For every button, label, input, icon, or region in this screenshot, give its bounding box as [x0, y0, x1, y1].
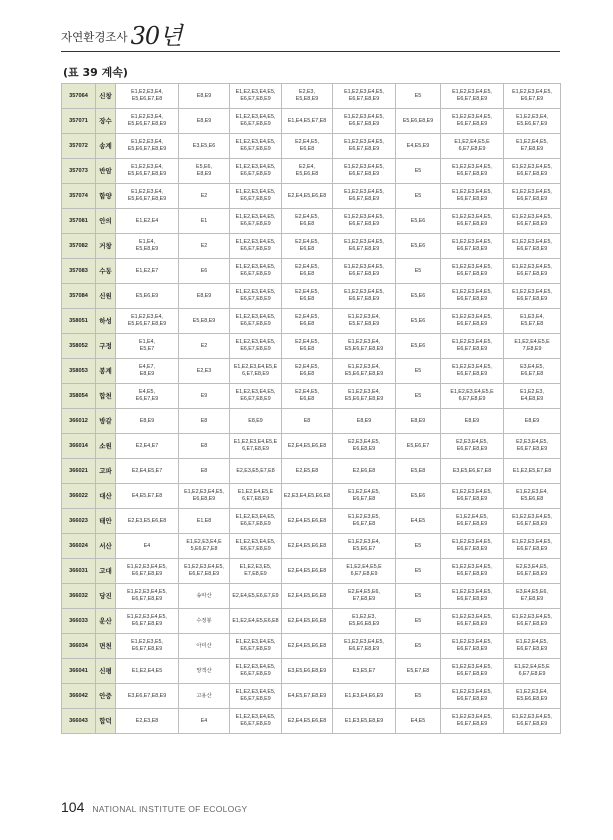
value-cell: E2,E4,E5, E6,E8 [282, 334, 333, 359]
value-cell: E1,E2,E3,E4,E5, E6,E7,E9 [504, 84, 561, 109]
table-row [62, 259, 561, 284]
map-code-cell: 357081 [62, 209, 96, 234]
value-cell: E1,E4,E5,E7,E8 [282, 109, 333, 134]
value-cell: E1,E2,E3,E4,E5, E6,E7,E8,E9 [504, 509, 561, 534]
value-cell: E5 [396, 584, 441, 609]
table-row [62, 584, 561, 609]
map-code-cell: 366014 [62, 434, 96, 459]
value-cell: E8,E9 [116, 409, 179, 434]
value-cell: E2,E3,E4,E5, E6,E7,E8,E9 [504, 559, 561, 584]
table-row [62, 234, 561, 259]
map-name-cell: 서산 [96, 534, 116, 559]
value-cell: E1,E2,E3,E4,E5, E6,E7,E8,E9 [333, 209, 396, 234]
map-name-cell: 하성 [96, 309, 116, 334]
value-cell: E8 [282, 409, 333, 434]
value-cell: E6 [179, 259, 230, 284]
map-code-cell: 358051 [62, 309, 96, 334]
value-cell: E1,E2,E3,E4,E5, E6,E7,E8,E9 [230, 334, 282, 359]
map-code-cell: 357072 [62, 134, 96, 159]
value-cell: E5 [396, 359, 441, 384]
value-cell: E3,E4,E5,E6, E7,E8,E9 [504, 584, 561, 609]
value-cell: E1,E2,E4,E5, E6,E7,E8,E9 [504, 634, 561, 659]
table-row [62, 459, 561, 484]
value-cell: E1,E2,E3,E4,E5, E6,E7,E8,E9 [441, 609, 504, 634]
value-cell: E1,E2,E3,E4, E5,E6,E8 [504, 484, 561, 509]
value-cell: E1,E2,E3,E4, E5,E6,E7,E8,E9 [116, 309, 179, 334]
map-name-cell: 면천 [96, 634, 116, 659]
value-cell: E1,E2,E3,E4, E5,E6,E8,E9 [504, 684, 561, 709]
value-cell: E1,E2,E4,E5,E6,E8 [230, 609, 282, 634]
value-cell: E2,E4,E5, E6,E8 [282, 234, 333, 259]
value-cell: E2,E5,E8 [282, 459, 333, 484]
value-cell: E8,E9 [179, 84, 230, 109]
value-cell: E1,E4, E5,E7 [116, 334, 179, 359]
value-cell: E1,E2,E3,E4,E5, E6,E7,E8,E9 [441, 484, 504, 509]
table-row [62, 659, 561, 684]
value-cell: E1,E2,E3,E4,E5,E 6,E7,E8,E9 [230, 434, 282, 459]
value-cell: E5,E6 [396, 334, 441, 359]
map-name-cell: 신원 [96, 284, 116, 309]
value-cell: E2,E4,E5,E6,E8 [282, 534, 333, 559]
value-cell: 아미산 [179, 634, 230, 659]
value-cell: E2,E3,E4,E5, E6,E7,E8,E9 [441, 434, 504, 459]
value-cell: E1,E2,E3,E5, E6,E7,E8 [333, 509, 396, 534]
value-cell: E2,E4,E5,E6,E8 [282, 184, 333, 209]
value-cell: E1,E2,E3,E4,E5, E6,E7,E8,E9 [441, 559, 504, 584]
map-code-cell: 366034 [62, 634, 96, 659]
value-cell: E2 [179, 184, 230, 209]
value-cell: E1,E2,E3,E4,E5, E6,E7,E8,E9 [504, 709, 561, 734]
value-cell: E2,E4,E5, E6,E8 [282, 284, 333, 309]
table-caption: (표 39 계속) [63, 66, 128, 79]
value-cell: E1,E2,E5,E7,E8 [504, 459, 561, 484]
table-row [62, 634, 561, 659]
value-cell: E1,E2,E3,E4,E5, E6,E7,E8,E9 [441, 259, 504, 284]
value-cell: E1,E2,E3,E4,E5, E6,E7,E8,E9 [504, 284, 561, 309]
value-cell: E1,E2,E3,E4,E5, E6,E7,E8,E9 [504, 259, 561, 284]
map-code-cell: 366023 [62, 509, 96, 534]
value-cell: E1,E2,E3,E4,E5, E6,E7,E8,E9 [504, 534, 561, 559]
value-cell: E1,E2,E3,E4,E5, E6,E7,E8,E9 [230, 134, 282, 159]
table-row [62, 309, 561, 334]
value-cell: E1,E2,E3,E4,E5, E6,E7,E8,E9 [504, 609, 561, 634]
map-code-cell: 366033 [62, 609, 96, 634]
value-cell: E5 [396, 184, 441, 209]
value-cell: E1,E2,E3,E4, E5,E6,E7,E8,E9 [116, 134, 179, 159]
value-cell: E1,E3,E4,E6,E9 [333, 684, 396, 709]
map-code-cell: 366043 [62, 709, 96, 734]
map-code-cell: 357074 [62, 184, 96, 209]
value-cell: E1,E2,E3,E4,E5, E6,E7,E8,E9 [504, 234, 561, 259]
value-cell: E1,E2,E3,E4,E5, E6,E7,E8,E9 [441, 534, 504, 559]
value-cell: E1,E2,E4,E5 [116, 659, 179, 684]
table-row [62, 684, 561, 709]
table-row [62, 709, 561, 734]
value-cell: E4,E7, E8,E9 [116, 359, 179, 384]
value-cell: E2,E4,E5, E6,E8 [282, 384, 333, 409]
map-name-cell: 당진 [96, 584, 116, 609]
table-row [62, 84, 561, 109]
map-code-cell: 358053 [62, 359, 96, 384]
value-cell: E1,E2,E3,E4, E5,E6,E7,E8,E9 [333, 334, 396, 359]
value-cell: E5 [396, 684, 441, 709]
header-title: 자연환경조사 [61, 30, 128, 44]
value-cell: E3,E4,E5, E6,E7,E8 [504, 359, 561, 384]
value-cell: E1,E2,E3, E4,E8,E9 [504, 384, 561, 409]
value-cell: E5 [396, 609, 441, 634]
table-row [62, 159, 561, 184]
value-cell: E3,E5,E6,E8,E9 [282, 659, 333, 684]
map-name-cell: 안중 [96, 684, 116, 709]
map-code-cell: 366021 [62, 459, 96, 484]
value-cell: E2,E4,E5, E6,E8 [282, 209, 333, 234]
value-cell: E2,E4,E5,E7 [116, 459, 179, 484]
value-cell: E8,E9 [230, 409, 282, 434]
value-cell: E1,E2,E3,E4,E5, E6,E7,E8,E9 [230, 709, 282, 734]
value-cell: E5,E6 [396, 209, 441, 234]
value-cell: E1,E2,E3,E4,E5, E6,E7,E8,E9 [230, 384, 282, 409]
value-cell: 수정봉 [179, 609, 230, 634]
table-row [62, 509, 561, 534]
map-name-cell: 신창 [96, 84, 116, 109]
value-cell: E1,E4, E5,E8,E9 [116, 234, 179, 259]
value-cell: 송악산 [179, 584, 230, 609]
table-row [62, 409, 561, 434]
value-cell: E1,E2,E3,E4,E5, E6,E7,E8,E9 [441, 159, 504, 184]
value-cell: E1,E2,E3,E4,E5, E6,E7,E8,E9 [441, 709, 504, 734]
value-cell: E8,E9 [179, 109, 230, 134]
value-cell: E4,E5 [396, 509, 441, 534]
map-name-cell: 송계 [96, 134, 116, 159]
map-code-cell: 366031 [62, 559, 96, 584]
value-cell: E9 [179, 384, 230, 409]
table-row [62, 484, 561, 509]
value-cell: E1,E2,E3,E4,E5, E6,E7,E8,E9 [230, 159, 282, 184]
value-cell: E1,E2,E3,E4, E5,E7,E8,E9 [333, 309, 396, 334]
value-cell: E2,E6,E8 [333, 459, 396, 484]
map-code-cell: 357082 [62, 234, 96, 259]
value-cell: E2,E3,E8 [116, 709, 179, 734]
value-cell: E1,E2,E3,E4,E5, E6,E7,E8,E9 [333, 109, 396, 134]
value-cell: E4,E5, E6,E7,E9 [116, 384, 179, 409]
value-cell: E1,E2,E3,E4,E5, E6,E7,E8,E9 [333, 84, 396, 109]
value-cell: E1,E2,E3,E4,E5, E6,E7,E8,E9 [441, 334, 504, 359]
value-cell: E2,E3 [179, 359, 230, 384]
value-cell: E2,E4,E5,E6,E8 [282, 434, 333, 459]
map-name-cell: 방갈 [96, 409, 116, 434]
value-cell: E1,E2,E3,E4,E5, E6,E7,E8,E9 [333, 134, 396, 159]
map-code-cell: 366041 [62, 659, 96, 684]
value-cell: E5,E8 [396, 459, 441, 484]
value-cell: E1,E2,E3,E4,E5, E6,E7,E8,E9 [441, 584, 504, 609]
value-cell: E8,E9 [396, 409, 441, 434]
page-header [61, 18, 181, 48]
map-name-cell: 수동 [96, 259, 116, 284]
value-cell: E1,E2,E3,E4,E5, E6,E7,E8,E9 [230, 534, 282, 559]
value-cell: E2,E3,E5,E6,E8 [116, 509, 179, 534]
map-code-cell: 366042 [62, 684, 96, 709]
value-cell: E1,E2,E3,E4,E5, E6,E7,E8,E9 [504, 209, 561, 234]
map-name-cell: 합덕 [96, 709, 116, 734]
value-cell: E5 [396, 384, 441, 409]
map-name-cell: 함양 [96, 184, 116, 209]
value-cell: E1,E2,E7 [116, 259, 179, 284]
value-cell: E1,E2,E4,E5,E 6,E7,E8,E9 [230, 484, 282, 509]
value-cell: E1,E2,E3,E4,E5, E6,E7,E8,E9 [441, 359, 504, 384]
map-code-cell: 358052 [62, 334, 96, 359]
map-code-cell: 357073 [62, 159, 96, 184]
value-cell: E2,E4,E5,E6,E8 [282, 609, 333, 634]
value-cell: E1,E2,E3,E4,E5, E6,E7,E8,E9 [230, 259, 282, 284]
value-cell: E1,E2,E3,E4,E5, E6,E7,E8,E9 [333, 184, 396, 209]
page-number: 104 [61, 799, 85, 815]
value-cell: E1,E2,E3,E4,E5, E6,E7,E8,E9 [333, 234, 396, 259]
value-cell: E2,E4,E5,E6,E8 [282, 509, 333, 534]
value-cell: E5,E6 [396, 284, 441, 309]
value-cell: E2,E4,E5,E6,E8 [282, 709, 333, 734]
table-row [62, 384, 561, 409]
value-cell: E1 [179, 209, 230, 234]
value-cell: E2,E4,E5,E6,E8 [282, 559, 333, 584]
value-cell: E1,E2,E4,E5, E7,E8,E9 [504, 134, 561, 159]
value-cell: E1,E2,E3,E4,E5, E6,E7,E8,E9 [333, 284, 396, 309]
value-cell: E1,E2,E3,E4, E5,E6,E7,E8,E9 [116, 159, 179, 184]
value-cell: E1,E2,E3,E4,E5, E6,E7,E8,E9 [441, 109, 504, 134]
value-cell: E1,E2,E3,E4,E5, E6,E7,E8,E9 [230, 84, 282, 109]
value-cell: E1,E2,E3,E4,E5,E 6,E7,E8,E9 [230, 359, 282, 384]
value-cell: E5 [396, 259, 441, 284]
page-footer [61, 799, 247, 815]
map-name-cell: 신평 [96, 659, 116, 684]
value-cell: E4,E5 [396, 709, 441, 734]
table-row [62, 134, 561, 159]
value-cell: E2,E4,E5, E6,E8 [282, 134, 333, 159]
value-cell: E1,E2,E4,E5,E 6,E7,E8,E9 [441, 134, 504, 159]
value-cell: E2,E3,E4,E5,E6,E8 [282, 484, 333, 509]
value-cell: E8,E9 [504, 409, 561, 434]
map-code-cell: 357084 [62, 284, 96, 309]
value-cell: E1,E2,E3,E4, E5,E6,E7,E8,E9 [333, 384, 396, 409]
map-name-cell: 합천 [96, 384, 116, 409]
value-cell: E1,E2,E3,E4,E5, E6,E7,E8,E9 [441, 234, 504, 259]
value-cell: E1,E2,E3,E5, E7,E8,E9 [230, 559, 282, 584]
table-row [62, 284, 561, 309]
value-cell: E4,E5,E7,E8 [116, 484, 179, 509]
value-cell: E3,E6,E7,E8,E9 [116, 684, 179, 709]
value-cell: E3,E5,E6 [179, 134, 230, 159]
value-cell: E2,E4,E5,E6,E8 [282, 584, 333, 609]
map-name-cell: 봉계 [96, 359, 116, 384]
value-cell: E1,E2,E3,E4,E5, E6,E7,E8,E9 [441, 684, 504, 709]
value-cell: E5,E6,E8,E9 [396, 109, 441, 134]
value-cell: E4,E5,E9 [396, 134, 441, 159]
value-cell: E8 [179, 409, 230, 434]
value-cell: E2,E3,E4,E5, E6,E7,E8,E9 [504, 434, 561, 459]
value-cell: E1,E2,E3,E4,E5, E6,E7,E8,E9 [230, 209, 282, 234]
value-cell: 망객산 [179, 659, 230, 684]
table-row [62, 559, 561, 584]
value-cell: E1,E3,E4, E5,E7,E8 [504, 309, 561, 334]
value-cell: E8,E9 [333, 409, 396, 434]
value-cell: E1,E2,E3,E5, E6,E7,E8,E9 [116, 634, 179, 659]
value-cell: E2,E4,E5,E6,E7,E9 [230, 584, 282, 609]
value-cell: E1,E2,E3,E4,E5, E6,E7,E8,E9 [179, 559, 230, 584]
value-cell: E1,E2,E3,E4,E5, E6,E7,E8,E9 [230, 509, 282, 534]
table-row [62, 334, 561, 359]
value-cell: E1,E2,E3,E4,E5, E6,E7,E8,E9 [230, 659, 282, 684]
value-cell: E5 [396, 634, 441, 659]
value-cell: E1,E2,E3,E4,E5, E6,E7,E8,E9 [230, 684, 282, 709]
footer-institute: NATIONAL INSTITUTE OF ECOLOGY [92, 804, 248, 814]
map-code-cell: 357083 [62, 259, 96, 284]
value-cell: E5 [396, 559, 441, 584]
value-cell: E1,E2,E3,E4,E5, E6,E7,E8,E9 [116, 584, 179, 609]
value-cell: E2 [179, 234, 230, 259]
value-cell: E1,E2,E3,E4,E5, E6,E7,E8,E9 [333, 259, 396, 284]
value-cell: E1,E2,E3,E4,E5, E6,E7,E8,E9 [230, 234, 282, 259]
value-cell: E8 [179, 459, 230, 484]
map-code-cell: 358054 [62, 384, 96, 409]
value-cell: E1,E2,E3,E4,E 5,E6,E7,E8 [179, 534, 230, 559]
map-code-cell: 366022 [62, 484, 96, 509]
header-divider [61, 51, 560, 52]
value-cell: E1,E2,E4,E5,E 6,E7,E8,E9 [504, 659, 561, 684]
value-cell: E1,E2,E3,E4,E5, E6,E7,E8,E9 [504, 184, 561, 209]
table-row [62, 184, 561, 209]
value-cell: E1,E2,E3,E4,E5, E6,E7,E8,E9 [230, 184, 282, 209]
value-cell: E5 [396, 534, 441, 559]
value-cell: E2,E4,E5, E6,E8 [282, 309, 333, 334]
value-cell: E5,E8,E9 [179, 309, 230, 334]
value-cell: E1,E8 [179, 509, 230, 534]
value-cell: E2,E4,E7 [116, 434, 179, 459]
value-cell: E1,E2,E3,E4,E5, E6,E8,E9 [179, 484, 230, 509]
value-cell: E1,E2,E3,E4,E5, E6,E7,E8,E9 [441, 659, 504, 684]
value-cell: E2,E4,E5,E6, E7,E8,E9 [333, 584, 396, 609]
value-cell: E5,E6,E7 [396, 434, 441, 459]
value-cell: E2,E3, E5,E8,E9 [282, 84, 333, 109]
value-cell: E1,E2,E3,E4,E5, E6,E7,E8,E9 [441, 634, 504, 659]
value-cell: E2,E3,E4,E5, E6,E8,E9 [333, 434, 396, 459]
value-cell: E8 [179, 434, 230, 459]
map-name-cell: 태안 [96, 509, 116, 534]
value-cell: E4 [116, 534, 179, 559]
value-cell: E1,E2,E3,E4,E5, E6,E7,E8,E9 [230, 284, 282, 309]
value-cell: E1,E2,E3,E4,E5, E6,E7,E8,E9 [230, 109, 282, 134]
value-cell: E2,E4, E5,E6,E8 [282, 159, 333, 184]
value-cell: E8,E9 [441, 409, 504, 434]
value-cell: E1,E2,E3,E4, E5,E6,E7,E8,E9 [333, 359, 396, 384]
value-cell: E1,E2,E3,E4,E5, E6,E7,E8,E9 [116, 609, 179, 634]
value-cell: E3,E5,E6,E7,E8 [441, 459, 504, 484]
map-name-cell: 거창 [96, 234, 116, 259]
value-cell: E1,E2,E3,E4,E5, E6,E7,E8,E9 [504, 159, 561, 184]
map-name-cell: 장수 [96, 109, 116, 134]
map-code-cell: 357071 [62, 109, 96, 134]
value-cell: E3,E5,E7 [333, 659, 396, 684]
value-cell: E1,E2,E3,E4,E5, E6,E7,E8,E9 [441, 184, 504, 209]
value-cell: E1,E2,E3,E4,E5, E6,E7,E8,E9 [230, 634, 282, 659]
value-cell: E5,E6, E8,E9 [179, 159, 230, 184]
value-cell: E1,E2,E3,E4,E5, E6,E7,E8,E9 [441, 284, 504, 309]
value-cell: E1,E2,E3,E4,E5, E6,E7,E8,E9 [441, 309, 504, 334]
value-cell: E1,E2,E3,E4,E5, E6,E7,E8,E9 [441, 84, 504, 109]
value-cell: E5,E7,E8 [396, 659, 441, 684]
value-cell: E2 [179, 334, 230, 359]
map-name-cell: 운산 [96, 609, 116, 634]
value-cell: E1,E2,E3,E4,E5, E6,E7,E8,E9 [333, 159, 396, 184]
map-code-cell: 366024 [62, 534, 96, 559]
value-cell: E5,E6 [396, 234, 441, 259]
value-cell: E5,E6,E9 [116, 284, 179, 309]
table-row [62, 109, 561, 134]
table-row [62, 534, 561, 559]
map-code-cell: 357064 [62, 84, 96, 109]
value-cell: E1,E2,E4,E5,E 6,E7,E8,E9 [333, 559, 396, 584]
value-cell: E2,E4,E5, E6,E8 [282, 259, 333, 284]
map-name-cell: 대산 [96, 484, 116, 509]
map-name-cell: 고대 [96, 559, 116, 584]
map-name-cell: 반암 [96, 159, 116, 184]
value-cell: E8,E9 [179, 284, 230, 309]
value-cell: E2,E3,E5,E7,E8 [230, 459, 282, 484]
table-row [62, 609, 561, 634]
value-cell: E1,E3,E5,E8,E9 [333, 709, 396, 734]
map-code-cell: 366012 [62, 409, 96, 434]
value-cell: E1,E2,E3,E4, E5,E6,E7 [333, 534, 396, 559]
map-name-cell: 안의 [96, 209, 116, 234]
data-table [61, 83, 561, 734]
value-cell: E1,E2,E3, E5,E6,E8,E9 [333, 609, 396, 634]
value-cell: E1,E2,E4 [116, 209, 179, 234]
map-name-cell: 고파 [96, 459, 116, 484]
value-cell: E5 [396, 84, 441, 109]
table-row [62, 359, 561, 384]
value-cell: E1,E2,E3,E4,E5,E 6,E7,E8,E9 [441, 384, 504, 409]
value-cell: E1,E2,E3,E4, E5,E6,E7,E8 [116, 84, 179, 109]
value-cell: E1,E2,E4,E5, E6,E7,E8 [333, 484, 396, 509]
value-cell: E2,E4,E5, E6,E8 [282, 359, 333, 384]
value-cell: E5,E6 [396, 484, 441, 509]
value-cell: E1,E2,E3,E4,E5, E6,E7,E8,E9 [441, 209, 504, 234]
value-cell: E5 [396, 159, 441, 184]
value-cell: E1,E2,E4,E5,E 7,E8,E9 [504, 334, 561, 359]
value-cell: 고용산 [179, 684, 230, 709]
value-cell: E1,E2,E3,E4,E5, E6,E7,E8,E9 [333, 634, 396, 659]
table-row [62, 434, 561, 459]
value-cell: E1,E2,E3,E4,E5, E6,E7,E8,E9 [116, 559, 179, 584]
value-cell: E1,E2,E3,E4, E5,E6,E7,E8,E9 [116, 184, 179, 209]
value-cell: E4 [179, 709, 230, 734]
anniversary-logo: 30년 [130, 22, 182, 50]
map-name-cell: 소원 [96, 434, 116, 459]
value-cell: E1,E2,E3,E4, E5,E6,E7,E9 [504, 109, 561, 134]
map-code-cell: 366032 [62, 584, 96, 609]
table-row [62, 209, 561, 234]
map-name-cell: 구정 [96, 334, 116, 359]
value-cell: E1,E2,E4,E5, E6,E7,E8,E9 [441, 509, 504, 534]
value-cell: E4,E5,E7,E8,E9 [282, 684, 333, 709]
value-cell: E1,E2,E3,E4,E5, E6,E7,E8,E9 [230, 309, 282, 334]
value-cell: E1,E2,E3,E4, E5,E6,E7,E8,E9 [116, 109, 179, 134]
value-cell: E5,E6 [396, 309, 441, 334]
value-cell: E2,E4,E5,E6,E8 [282, 634, 333, 659]
